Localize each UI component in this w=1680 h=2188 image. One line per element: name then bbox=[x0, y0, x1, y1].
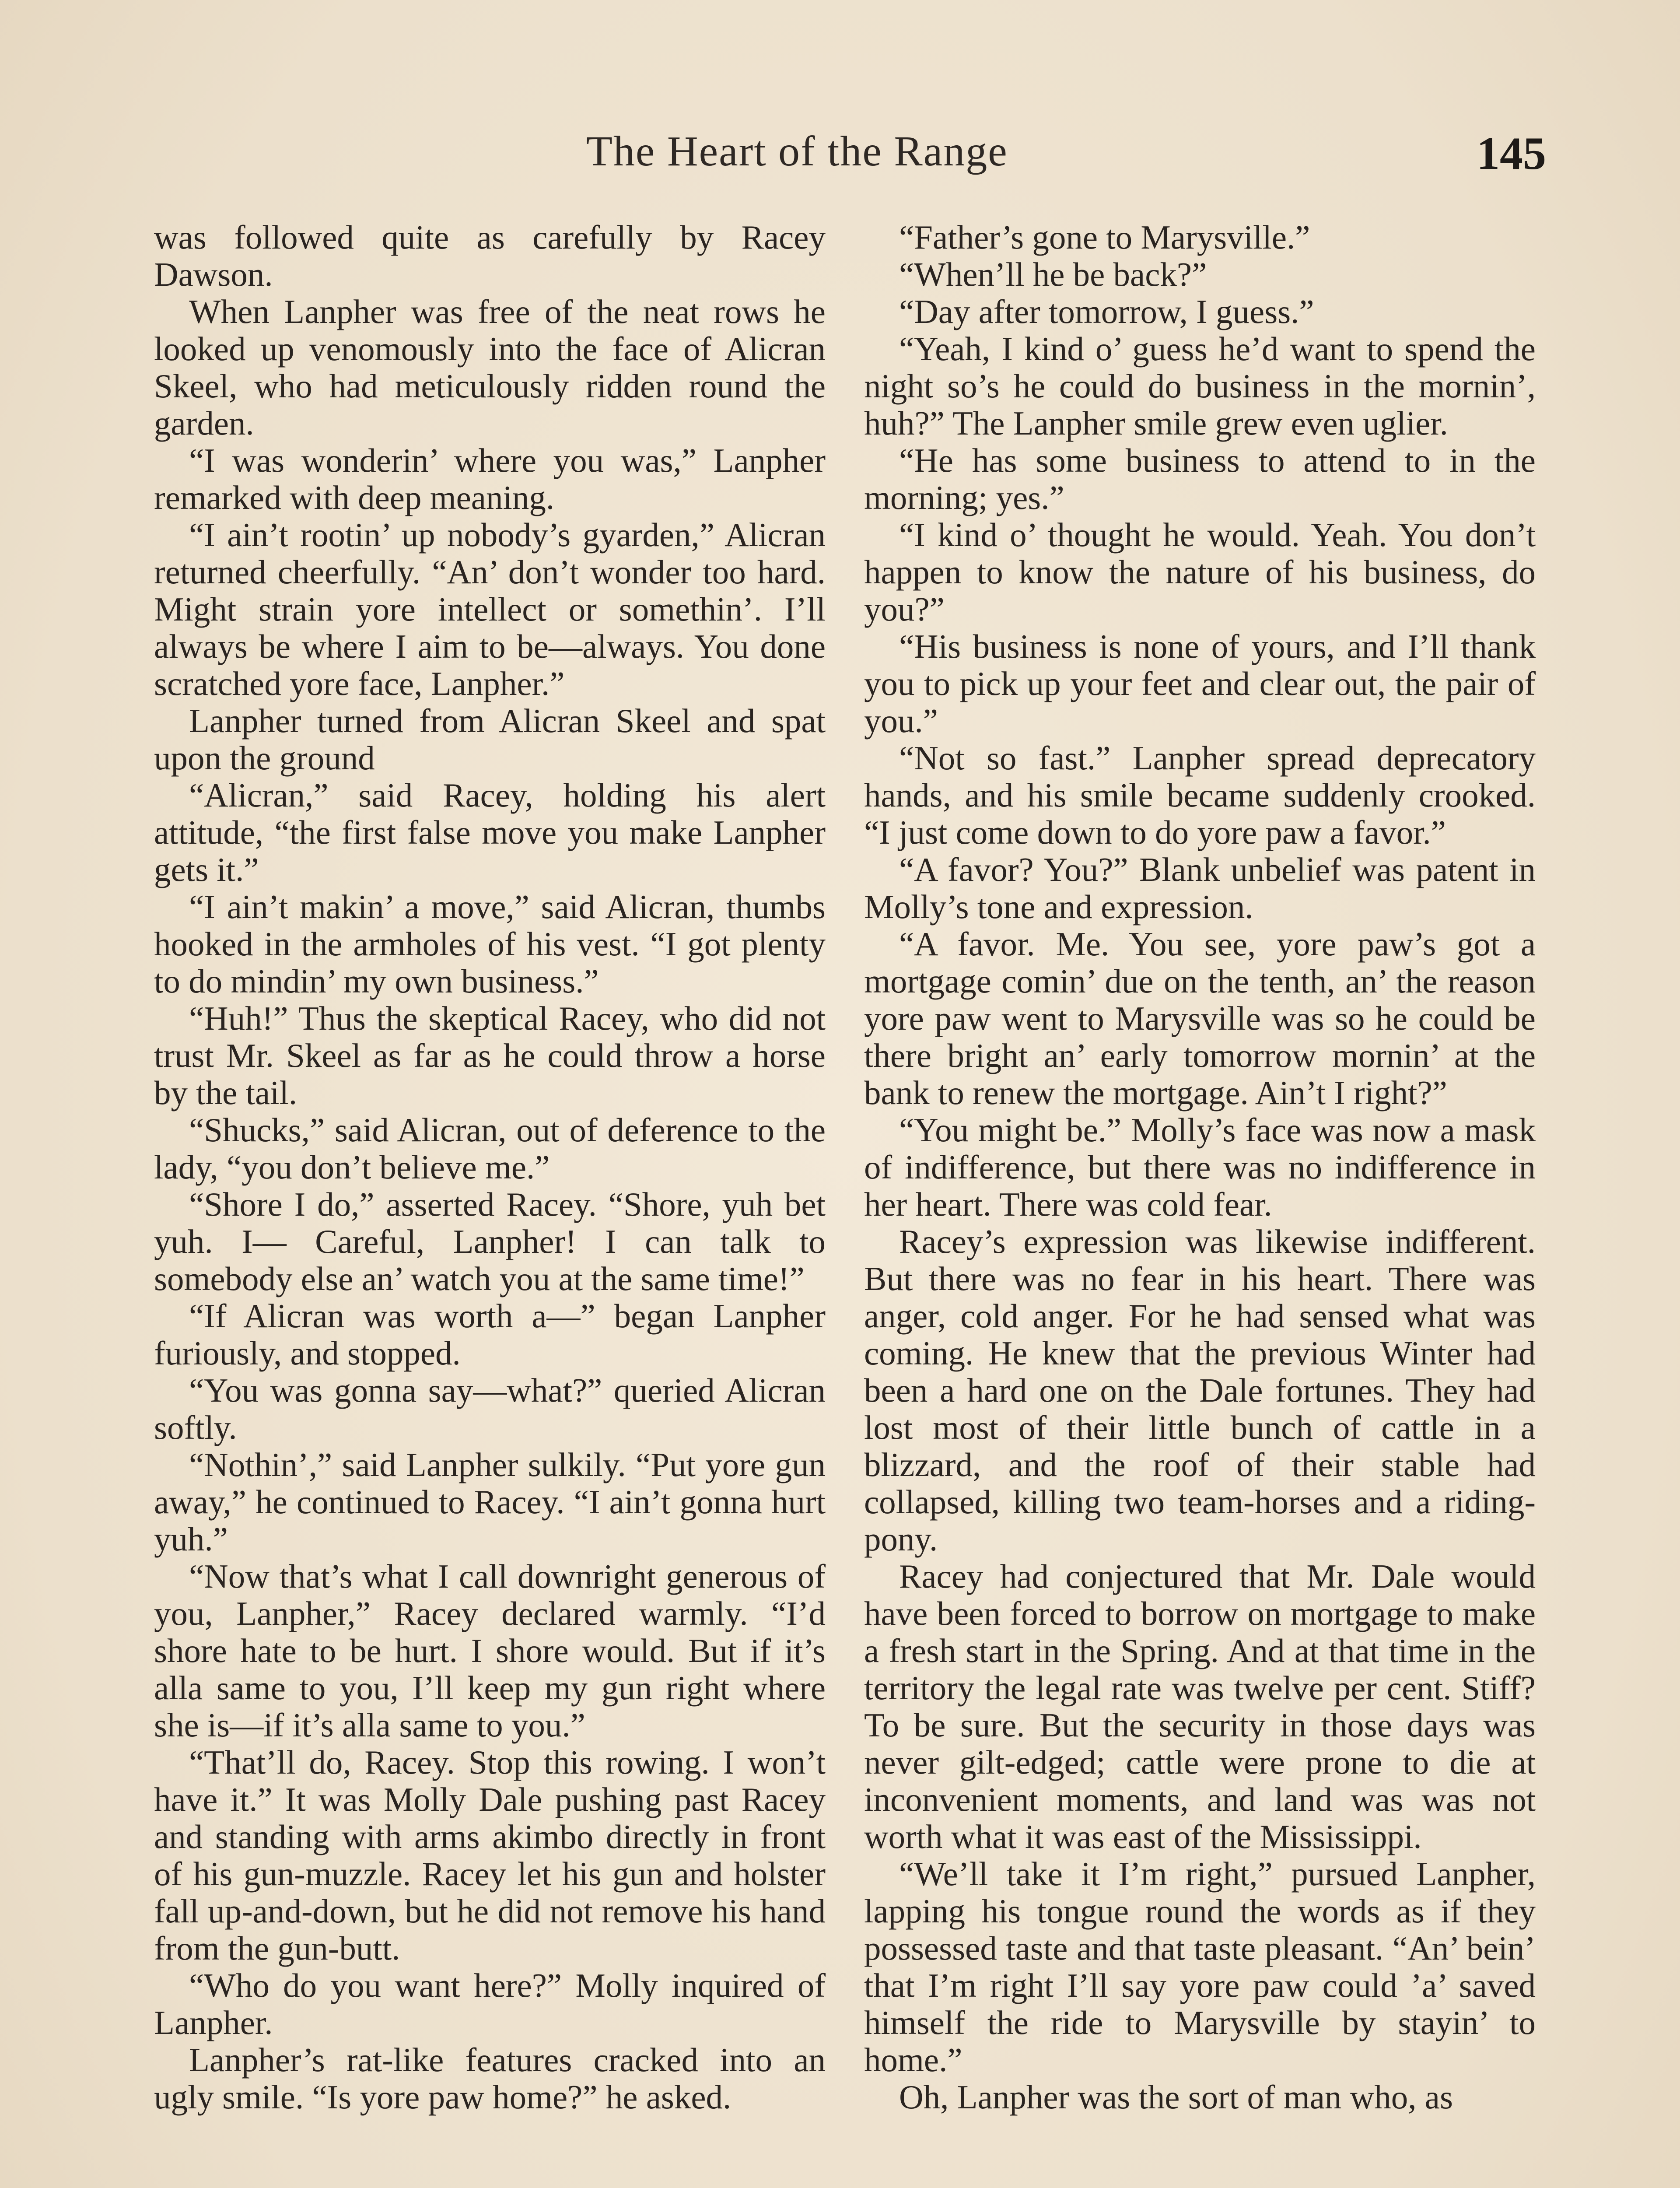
page-header bbox=[0, 127, 1680, 193]
left-column bbox=[154, 219, 826, 2116]
paragraph: “You might be.” Molly’s face was now a mask of indifference, but there was no indifference in her heart. There was cold fear. bbox=[864, 1111, 1536, 1223]
paragraph: Lanpher turned from Alicran Skeel and spat upon the ground bbox=[154, 702, 826, 777]
paragraph: “I ain’t makin’ a move,” said Alicran, thumbs hooked in the armholes of his vest. “I got plenty to do mindin’ my own business.” bbox=[154, 888, 826, 1000]
running-title: The Heart of the Range bbox=[586, 128, 1008, 175]
paragraph: “A favor. Me. You see, yore paw’s got a mortgage comin’ due on the tenth, an’ the reason yore paw went to Marysville was so he could be there bright an’ early tomorrow mornin’ at the bank to renew the mortgage. Ain’t I right?” bbox=[864, 925, 1536, 1112]
paragraph: “We’ll take it I’m right,” pursued Lanpher, lapping his tongue round the words as if they possessed taste and that taste pleasant. “An’ bein’ that I’m right I’ll say yore paw could ’a’ saved himself the ride to Marysville by stayin’ to home.” bbox=[864, 1855, 1536, 2079]
paragraph: “Yeah, I kind o’ guess he’d want to spend the night so’s he could do business in the mornin’, huh?” The Lanpher smile grew even uglier. bbox=[864, 330, 1536, 442]
paragraph: “A favor? You?” Blank unbelief was patent in Molly’s tone and expression. bbox=[864, 851, 1536, 926]
paragraph: “Alicran,” said Racey, holding his alert attitude, “the first false move you make Lanpher gets it.” bbox=[154, 776, 826, 888]
paragraph: “You was gonna say—what?” queried Alicran softly. bbox=[154, 1371, 826, 1446]
page-number: 145 bbox=[1477, 128, 1546, 179]
paragraph: “If Alicran was worth a—” began Lanpher furiously, and stopped. bbox=[154, 1297, 826, 1372]
paragraph: Racey’s expression was likewise indifferent. But there was no fear in his heart. There was anger, cold anger. For he had sensed what was coming. He knew that the previous Winter had been a hard one on the Dale fortunes. They had lost most of their little bunch of cattle in a blizzard, and the roof of their stable had collapsed, killing two team-horses and a riding-pony. bbox=[864, 1223, 1536, 1558]
paragraph: “Shucks,” said Alicran, out of deference to the lady, “you don’t believe me.” bbox=[154, 1111, 826, 1186]
paragraph: “His business is none of yours, and I’ll thank you to pick up your feet and clear out, the pair of you.” bbox=[864, 628, 1536, 740]
paragraph: Racey had conjectured that Mr. Dale would have been forced to borrow on mortgage to make a fresh start in the Spring. And at that time in the territory the legal rate was twelve per cent. Stiff? To be sure. But the security in those days was never gilt-edged; cattle were prone to die at inconvenient moments, and land was was not worth what it was east of the Mississippi. bbox=[864, 1557, 1536, 1855]
paragraph: “That’ll do, Racey. Stop this rowing. I won’t have it.” It was Molly Dale pushing past Racey and standing with arms akimbo directly in front of his gun-muzzle. Racey let his gun and holster fall up-and-down, but he did not remove his hand from the gun-butt. bbox=[154, 1743, 826, 1967]
paragraph: was followed quite as carefully by Racey Dawson. bbox=[154, 218, 826, 293]
paragraph: “Shore I do,” asserted Racey. “Shore, yuh bet yuh. I— Careful, Lanpher! I can talk to somebody else an’ watch you at the same time!” bbox=[154, 1185, 826, 1297]
paragraph: “Now that’s what I call downright generous of you, Lanpher,” Racey declared warmly. “I’d shore hate to be hurt. I shore would. But if it’s alla same to you, I’ll keep my gun right where she is—if it’s alla same to you.” bbox=[154, 1557, 826, 1744]
paragraph: Oh, Lanpher was the sort of man who, as bbox=[899, 2078, 1453, 2116]
paragraph: “Huh!” Thus the skeptical Racey, who did not trust Mr. Skeel as far as he could throw a horse by the tail. bbox=[154, 999, 826, 1112]
paragraph: “When’ll he be back?” bbox=[899, 256, 1207, 293]
paragraph: “Nothin’,” said Lanpher sulkily. “Put yore gun away,” he continued to Racey. “I ain’t gonna hurt yuh.” bbox=[154, 1446, 826, 1558]
paragraph: “I kind o’ thought he would. Yeah. You don’t happen to know the nature of his business, do you?” bbox=[864, 516, 1536, 628]
paragraph: “He has some business to attend to in the morning; yes.” bbox=[864, 442, 1536, 516]
paragraph: When Lanpher was free of the neat rows he looked up venomously into the face of Alicran Skeel, who had meticulously ridden round the garden. bbox=[154, 293, 826, 442]
paragraph: “Who do you want here?” Molly inquired of Lanpher. bbox=[154, 1967, 826, 2041]
paragraph: “Day after tomorrow, I guess.” bbox=[899, 293, 1314, 330]
paragraph: “Not so fast.” Lanpher spread deprecatory hands, and his smile became suddenly crooked. “I just come down to do yore paw a favor.” bbox=[864, 739, 1536, 851]
right-column bbox=[864, 219, 1536, 2116]
paragraph: Lanpher’s rat-like features cracked into an ugly smile. “Is yore paw home?” he asked. bbox=[154, 2041, 826, 2116]
paragraph: “I was wonderin’ where you was,” Lanpher remarked with deep meaning. bbox=[154, 442, 826, 516]
paragraph: “I ain’t rootin’ up nobody’s gyarden,” Alicran returned cheerfully. “An’ don’t wonder too hard. Might strain yore intellect or somethin’. I’ll always be where I aim to be—always. You done scratched yore face, Lanpher.” bbox=[154, 516, 826, 702]
paragraph: “Father’s gone to Marysville.” bbox=[899, 218, 1310, 256]
